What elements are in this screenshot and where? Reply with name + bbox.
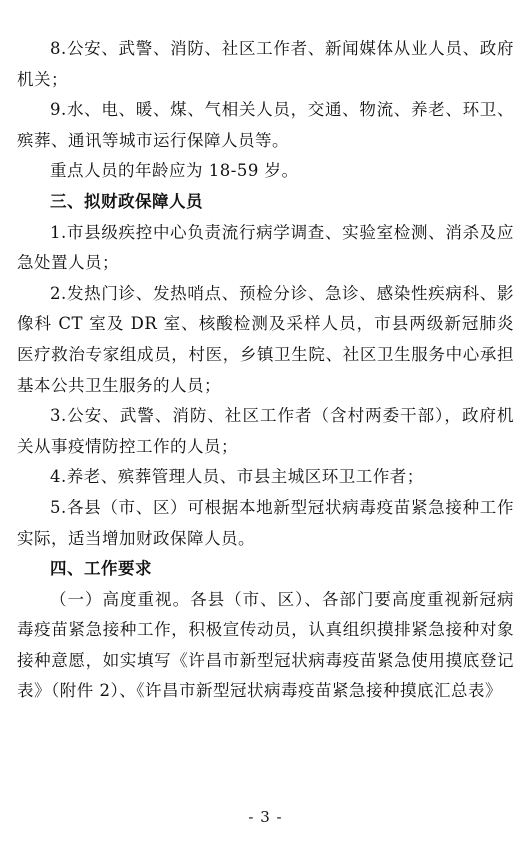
paragraph-item-9: 9.水、电、暖、煤、气相关人员，交通、物流、养老、环卫、殡葬、通讯等城市运行保障人员等。 xyxy=(17,100,514,150)
paragraph-item-8: 8.公安、武警、消防、社区工作者、新闻媒体从业人员、政府机关； xyxy=(17,39,514,89)
paragraph-fiscal-item-1: 1.市县级疾控中心负责流行病学调查、实验室检测、消杀及应急处置人员； xyxy=(17,222,514,273)
section-heading-3: 三、拟财政保障人员 xyxy=(50,191,203,211)
paragraph-fiscal-item-4: 4.养老、殡葬管理人员、市县主城区环卫工作者； xyxy=(50,467,424,487)
paragraph-fiscal-item-3: 3.公安、武警、消防、社区工作者（含村两委干部），政府机关从事疫情防控工作的人员； xyxy=(17,406,514,456)
page-number: - 3 - xyxy=(248,808,283,826)
paragraph-requirement-1: （一）高度重视。各县（市、区）、各部门要高度重视新冠病毒疫苗紧急接种工作，积极宣传动员，认真组织摸排紧急接种对象接种意愿，如实填写《许昌市新型冠状病毒疫苗紧急使用摸底登记表》（附件 2）、《许昌市新型冠状病毒疫苗紧急接种摸底汇总表》 xyxy=(17,589,514,701)
paragraph-fiscal-item-5: 5.各县（市、区）可根据本地新型冠状病毒疫苗紧急接种工作实际，适当增加财政保障人员。 xyxy=(17,497,514,548)
paragraph-age-requirement: 重点人员的年龄应为 18-59 岁。 xyxy=(50,161,299,181)
document-body xyxy=(17,34,514,707)
section-heading-4: 四、工作要求 xyxy=(50,559,152,579)
paragraph-fiscal-item-2: 2.发热门诊、发热哨点、预检分诊、急诊、感染性疾病科、影像科 CT 室及 DR 室、核酸检测及采样人员，市县两级新冠肺炎医疗救治专家组成员，村医，乡镇卫生院、社区卫生服务中心承担基本公共卫生服务的人员； xyxy=(17,283,514,395)
